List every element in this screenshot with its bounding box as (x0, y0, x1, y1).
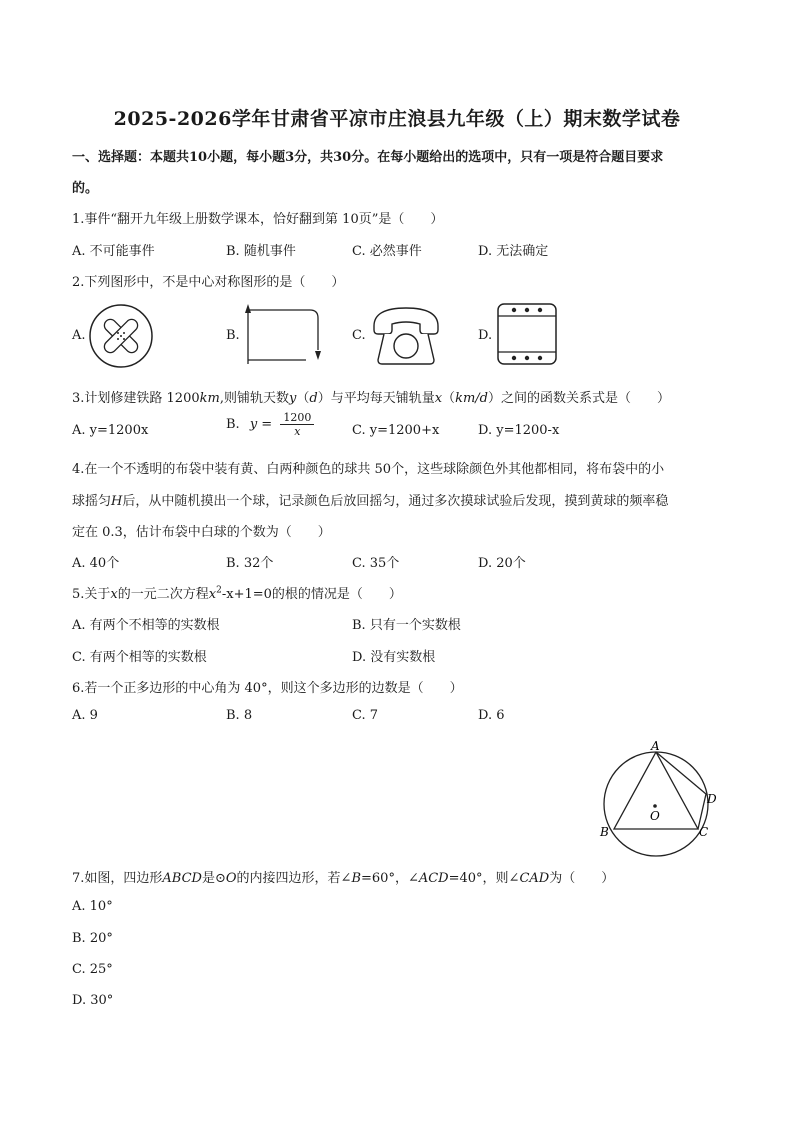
q7-stem-part: 的内接四边形，若∠ (236, 871, 352, 886)
q2-label-d: D. (478, 328, 493, 343)
q2-figure-a-bandage-circle (88, 303, 154, 369)
q3-option-b (226, 411, 314, 438)
q7-var-acd: ACD (418, 871, 449, 886)
q1-option-a: A. 不可能事件 (72, 244, 155, 259)
q7-stem-part: 7.如图，四边形 (72, 871, 163, 886)
q7-label-b: B (600, 825, 609, 839)
q3-stem-part: （ (442, 391, 456, 406)
q2-figure-c-telephone (370, 304, 442, 366)
q7-stem (72, 867, 614, 886)
q7-stem-part: =40°，则∠ (448, 871, 520, 886)
q7-label-a: A (651, 739, 660, 753)
exam-title: 2025-2026学年甘肃省平凉市庄浪县九年级（上）期末数学试卷 (113, 108, 681, 130)
q5-eq-exponent: 2 (216, 585, 222, 596)
q4-line2-part: 后，从中随机摸出一个球，记录颜色后放回摇匀，通过多次摸球试验后发现，摸到黄球的频率稳 (122, 494, 669, 509)
q5-stem (72, 583, 402, 602)
q3-var-y: y (288, 391, 297, 406)
q7-option-c: C. 25° (72, 962, 113, 977)
q5-stem-part: 的根的情况是（ ） (271, 587, 402, 602)
q1-option-b: B. 随机事件 (226, 244, 296, 259)
q5-eq-x: x (208, 587, 217, 602)
q7-var-cad: CAD (519, 871, 550, 886)
q7-option-b: B. 20° (72, 931, 113, 946)
q3-fraction-numerator: 1200 (280, 411, 314, 425)
q7-stem-part: 为（ ） (549, 871, 615, 886)
q1-option-d: D. 无法确定 (478, 244, 549, 259)
q3-stem-part: ,则铺轨天数 (219, 391, 289, 406)
q3-stem (72, 387, 670, 406)
q3-option-a: A. y=1200x (72, 423, 149, 438)
q3-unit-d: d (309, 391, 318, 406)
q1-stem: 1.事件“翻开九年级上册数学课本，恰好翻到第 10页”是（ ） (72, 212, 444, 227)
q7-geometry-figure (594, 736, 726, 860)
q3-option-c: C. y=1200+x (352, 423, 440, 438)
q2-label-a: A. (72, 328, 86, 343)
q1-option-c: C. 必然事件 (352, 244, 422, 259)
q6-stem: 6.若一个正多边形的中心角为 40°，则这个多边形的边数是（ ） (72, 681, 463, 696)
q7-stem-part: 是⊙ (201, 871, 226, 886)
q3-option-b-fraction (280, 411, 314, 438)
q4-option-b: B. 32个 (226, 556, 274, 571)
q7-label-d: D (707, 792, 717, 806)
q7-stem-part: =60°，∠ (361, 871, 419, 886)
q2-label-c: C. (352, 328, 366, 343)
q6-option-c: C. 7 (352, 708, 379, 723)
q7-option-a: A. 10° (72, 899, 113, 914)
q4-line3: 定在 0.3，估计布袋中白球的个数为（ ） (72, 525, 331, 540)
q5-option-b: B. 只有一个实数根 (352, 618, 461, 633)
q4-line1: 4.在一个不透明的布袋中装有黄、白两种颜色的球共 50个，这些球除颜色外其他都相同，将布袋中的小 (72, 462, 665, 477)
q5-option-a: A. 有两个不相等的实数根 (72, 618, 220, 633)
q3-stem-part: ）与平均每天铺轨量 (317, 391, 435, 406)
q7-var-b: B (351, 871, 362, 886)
q3-unit-kmd: km/d (455, 391, 488, 406)
q5-option-c: C. 有两个相等的实数根 (72, 650, 207, 665)
q6-option-d: D. 6 (478, 708, 505, 723)
q5-eq-rest: -x+1=0 (221, 587, 272, 602)
q4-option-d: D. 20个 (478, 556, 526, 571)
q3-stem-part: ）之间的函数关系式是（ ） (487, 391, 670, 406)
q5-stem-part: 的一元二次方程 (117, 587, 209, 602)
q5-var-x: x (110, 587, 118, 602)
q2-figure-d-film-frame (496, 302, 558, 366)
q4-option-c: C. 35个 (352, 556, 400, 571)
section-instruction-line2: 的。 (72, 181, 99, 196)
q3-stem-part: 3.计划修建铁路 1200 (72, 391, 200, 406)
q4-line2 (72, 490, 668, 509)
q4-option-a: A. 40个 (72, 556, 120, 571)
q3-unit-km: km (199, 391, 220, 406)
q2-label-b: B. (226, 328, 240, 343)
q3-var-x: x (434, 391, 443, 406)
q2-figure-b-arrow-rectangle (240, 304, 326, 366)
q6-option-b: B. 8 (226, 708, 253, 723)
q3-fraction-denominator: x (294, 425, 301, 438)
q2-stem: 2.下列图形中，不是中心对称图形的是（ ） (72, 275, 345, 290)
q3-option-d: D. y=1200-x (478, 423, 560, 438)
q3-option-b-lhs: y = (249, 417, 273, 432)
q7-var-o: O (225, 871, 237, 886)
q3-stem-part: （ (296, 391, 310, 406)
q5-option-d: D. 没有实数根 (352, 650, 436, 665)
q7-label-o: O (650, 809, 660, 823)
q7-option-d: D. 30° (72, 993, 114, 1008)
q4-line2-part: 球摇匀 (72, 494, 112, 509)
section-instruction-line1: 一、选择题：本题共10小题，每小题3分，共30分。在每小题给出的选项中，只有一项是符合题目要求 (72, 150, 664, 165)
q4-var-h: H (111, 494, 123, 509)
q7-label-c: C (699, 825, 709, 839)
q5-stem-part: 5.关于 (72, 587, 111, 602)
q3-option-b-label: B. (226, 417, 240, 432)
q6-option-a: A. 9 (72, 708, 98, 723)
q7-var-abcd: ABCD (162, 871, 202, 886)
